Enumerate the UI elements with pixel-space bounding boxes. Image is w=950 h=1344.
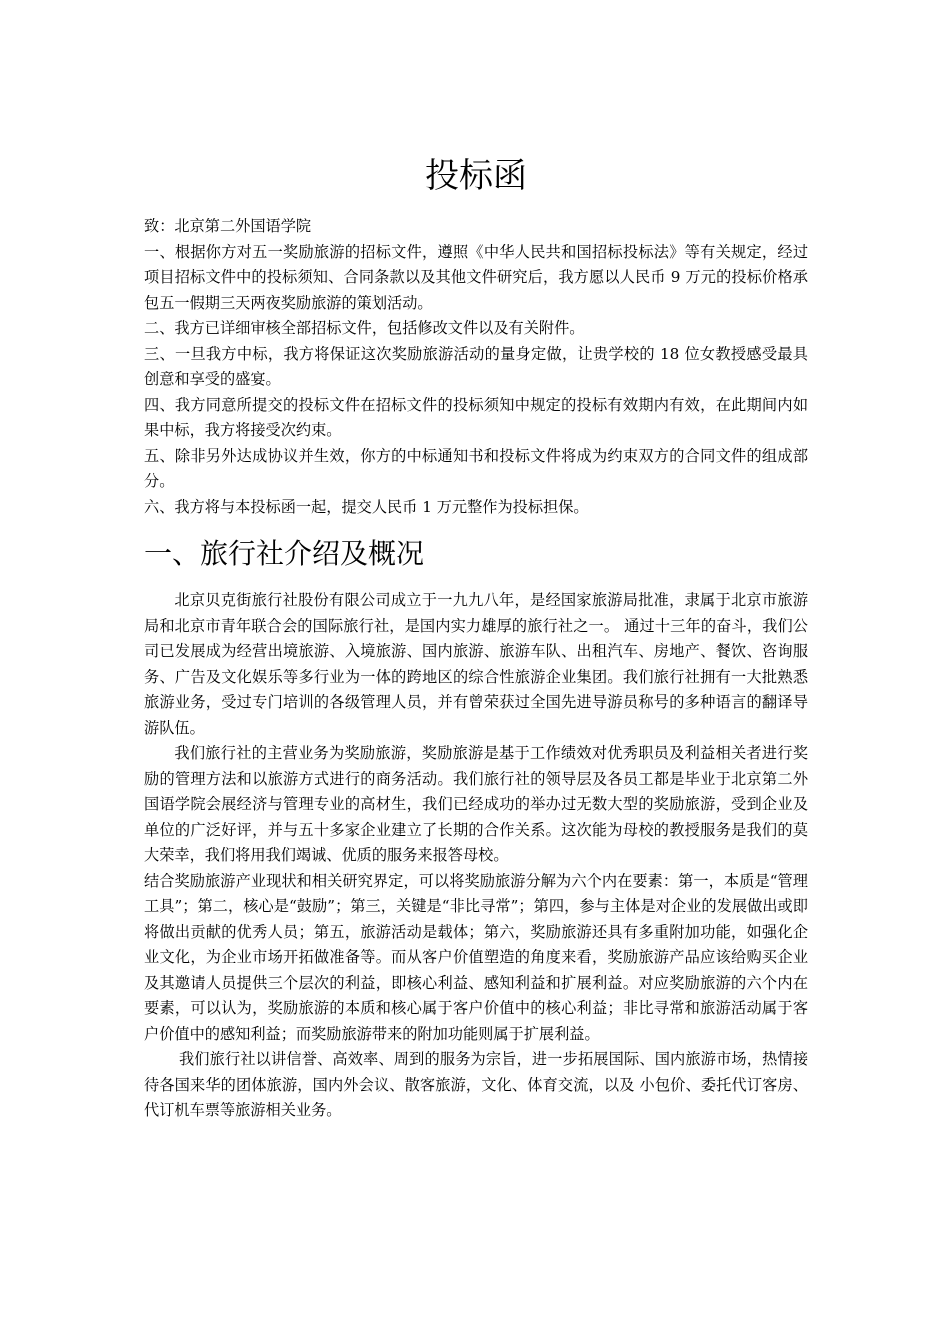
page-title: 投标函: [425, 156, 527, 196]
bid-letter: [144, 214, 808, 520]
letter-item: 四、我方同意所提交的投标文件在招标文件的投标须知中规定的投标有效期内有效，在此期间内如果中标，我方将接受次约束。: [144, 395, 808, 439]
letter-item: 六、我方将与本投标函一起，提交人民币 1 万元整作为投标担保。: [144, 497, 589, 516]
body-paragraph: 我们旅行社以讲信誉、高效率、周到的服务为宗旨，进一步拓展国际、国内旅游市场，热情接待各国来华的团体旅游，国内外会议、散客旅游，文化、体育交流，以及 小包价、委托代订客房、代订机车票等旅游相关业务。: [144, 1050, 808, 1119]
section-heading: 一、旅行社介绍及概况: [144, 537, 425, 570]
body-paragraph: 结合奖励旅游产业现状和相关研究界定，可以将奖励旅游分解为六个内在要素：第一，本质是“管理工具”；第二，核心是“鼓励”；第三，关键是“非比寻常”；第四，参与主体是对企业的发展做出或即将做出贡献的优秀人员；第五，旅游活动是载体；第六，奖励旅游还具有多重附加功能，如强化企业文化，为企业市场开拓做准备等。而从客户价值塑造的角度来看，奖励旅游产品应该给购买企业及其邀请人员提供三个层次的利益，即核心利益、感知利益和扩展利益。对应奖励旅游的六个内在要素，可以认为，奖励旅游的本质和核心属于客户价值中的核心利益；非比寻常和旅游活动属于客户价值中的感知利益；而奖励旅游带来的附加功能则属于扩展利益。: [144, 871, 808, 1043]
letter-item: 五、除非另外达成协议并生效，你方的中标通知书和投标文件将成为约束双方的合同文件的组成部分。: [144, 446, 808, 490]
letter-item: 二、我方已详细审核全部招标文件，包括修改文件以及有关附件。: [144, 319, 585, 337]
letter-addressee: 致：北京第二外国语学院: [144, 217, 312, 235]
letter-item: 三、一旦我方中标，我方将保证这次奖励旅游活动的量身定做，让贵学校的 18 位女教授感受最具创意和享受的盛宴。: [144, 344, 808, 388]
body-paragraph: 北京贝克街旅行社股份有限公司成立于一九九八年，是经国家旅游局批准，隶属于北京市旅游局和北京市青年联合会的国际旅行社，是国内实力雄厚的旅行社之一。 通过十三年的奋斗，我们公司已发展成为经营出境旅游、入境旅游、国内旅游、旅游车队、出租汽车、房地产、餐饮、咨询服务、广告及文化娱乐等多行业为一体的跨地区的综合性旅游企业集团。我们旅行社拥有一大批熟悉旅游业务，受过专门培训的各级管理人员，并有曾荣获过全国先进导游员称号的多种语言的翻译导游队伍。: [144, 591, 808, 737]
body-paragraph: 我们旅行社的主营业务为奖励旅游，奖励旅游是基于工作绩效对优秀职员及利益相关者进行奖励的管理方法和以旅游方式进行的商务活动。我们旅行社的领导层及各员工都是毕业于北京第二外国语学院会展经济与管理专业的高材生，我们已经成功的举办过无数大型的奖励旅游，受到企业及单位的广泛好评，并与五十多家企业建立了长期的合作关系。这次能为母校的教授服务是我们的莫大荣幸，我们将用我们竭诚、优质的服务来报答母校。: [144, 744, 808, 864]
letter-item: 一、根据你方对五一奖励旅游的招标文件，遵照《中华人民共和国招标投标法》等有关规定，经过项目招标文件中的投标须知、合同条款以及其他文件研究后，我方愿以人民币 9 万元的投标价格承包五一假期三天两夜奖励旅游的策划活动。: [144, 242, 808, 312]
section-body: [144, 588, 808, 1124]
